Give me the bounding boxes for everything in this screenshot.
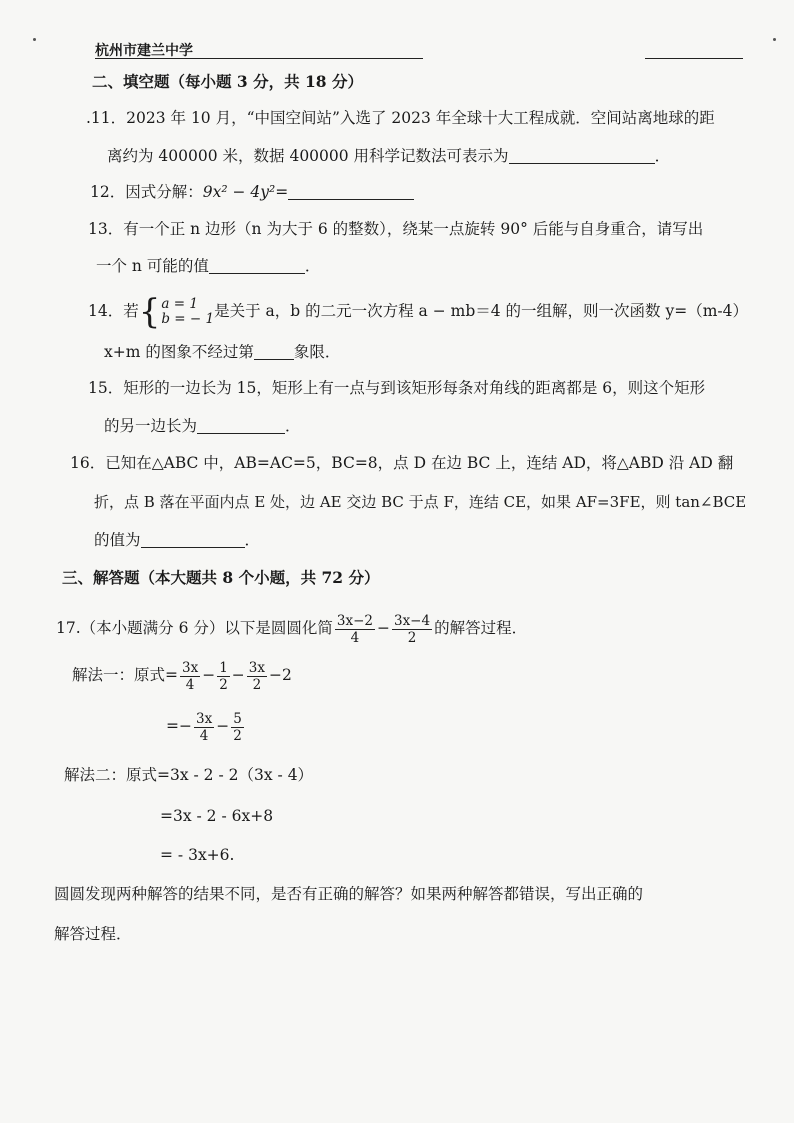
- question-14-line-2: [104, 342, 340, 362]
- minus-sign: −: [376, 619, 390, 637]
- fraction-denominator: 2: [233, 727, 242, 744]
- question-17-outro-line-2: 解答过程．: [54, 925, 132, 943]
- answer-blank-11[interactable]: [509, 147, 655, 164]
- question-11-end: ．: [654, 147, 671, 165]
- question-16-line-3: [94, 530, 260, 550]
- method-1-tail: −2: [269, 666, 292, 684]
- minus-sign: −: [231, 666, 245, 684]
- question-12-expression: 9x² − 4y²=: [202, 183, 289, 201]
- header-rule-left: [95, 58, 423, 59]
- scan-speck: [33, 38, 36, 41]
- fraction: [194, 711, 214, 744]
- method-2-line-2: =3x - 2 - 6x+8: [160, 807, 274, 825]
- fraction-denominator: 4: [185, 676, 195, 693]
- question-15-line-2: [104, 416, 301, 436]
- section-title-solutions: 三、解答题（本大题共 8 个小题，共 72 分）: [62, 568, 380, 587]
- fraction-denominator: 2: [252, 676, 262, 693]
- question-17-intro-end: 的解答过程．: [434, 619, 528, 637]
- system-row-b: b = − 1: [161, 311, 215, 327]
- answer-blank-13[interactable]: [209, 257, 305, 274]
- question-14-line-2-end: 象限．: [293, 343, 341, 361]
- question-14-line-2-start: x+m 的图象不经过第: [104, 343, 254, 361]
- fraction: [335, 613, 375, 646]
- method-1-line-2-prefix: =−: [166, 717, 192, 735]
- question-15-line-1: 15．矩形的一边长为 15，矩形上有一点与到该矩形每条对角线的距离都是 6，则这个矩形: [88, 379, 706, 397]
- question-15-text: 的另一边长为: [104, 417, 198, 435]
- fraction-numerator: 3x: [248, 659, 265, 676]
- answer-blank-15[interactable]: [197, 417, 285, 434]
- question-14-line-1: [88, 292, 749, 332]
- question-17-intro: [56, 610, 527, 646]
- question-16-line-2: 折，点 B 落在平面内点 E 处，边 AE 交边 BC 于点 F，连结 CE，如果 AF=3FE，则 tan∠BCE: [94, 493, 747, 511]
- system-row-a: a = 1: [161, 296, 198, 312]
- answer-blank-12[interactable]: [288, 183, 414, 200]
- question-12-prefix: 12．因式分解：: [90, 183, 203, 201]
- question-11-text: 离约为 400000 米，数据 400000 用科学记数法可表示为: [107, 147, 509, 165]
- fraction-numerator: 5: [233, 710, 242, 727]
- question-14-text: 是关于 a，b 的二元一次方程 a − mb＝4 的一组解，则一次函数 y=（m-4）: [214, 302, 749, 320]
- method-1-line-2: [166, 708, 246, 744]
- equation-system: [138, 292, 215, 332]
- fraction: [247, 660, 267, 693]
- method-1-line-1: [72, 657, 292, 693]
- question-11-line-2: [107, 146, 670, 166]
- fraction: [231, 711, 244, 744]
- fraction: [180, 660, 200, 693]
- fraction-denominator: 2: [407, 629, 417, 646]
- question-11-line-1: .11．2023 年 10 月，“中国空间站”入选了 2023 年全球十大工程成就．空间站离地球的距: [86, 109, 715, 127]
- header-rule-right: [645, 58, 743, 59]
- question-15-end: ．: [285, 417, 301, 435]
- school-name: 杭州市建兰中学: [95, 43, 193, 59]
- fraction-numerator: 3x−2: [336, 612, 373, 629]
- method-1-label: 解法一：原式=: [72, 666, 178, 684]
- fraction-denominator: 4: [350, 629, 360, 646]
- question-13-end: ．: [304, 257, 321, 275]
- fraction: [392, 613, 432, 646]
- brace-glyph: {: [138, 292, 161, 332]
- question-16-line-1: 16．已知在△ABC 中，AB=AC=5，BC=8，点 D 在边 BC 上，连结 AD，将△ABD 沿 AD 翻: [70, 454, 734, 472]
- fraction-denominator: 2: [219, 676, 228, 693]
- question-17-outro-line-1: 圆圆发现两种解答的结果不同，是否有正确的解答？如果两种解答都错误，写出正确的: [54, 885, 644, 903]
- fraction-numerator: 3x: [182, 659, 199, 676]
- minus-sign: −: [216, 717, 230, 735]
- question-16-end: ．: [244, 531, 261, 549]
- fraction-numerator: 3x−4: [393, 612, 431, 629]
- question-17-text: 17.（本小题满分 6 分）以下是圆圆化简: [56, 619, 333, 637]
- question-14-number: 14．若: [88, 302, 139, 320]
- scan-speck: [773, 38, 776, 41]
- question-12: [90, 182, 414, 202]
- fraction-numerator: 1: [219, 659, 228, 676]
- question-16-text: 的值为: [94, 531, 141, 549]
- question-13-line-2: [96, 256, 320, 276]
- answer-blank-16[interactable]: [141, 531, 245, 548]
- method-2-line-1: 解法二：原式=3x - 2 - 2（3x - 4）: [64, 766, 314, 784]
- fraction-numerator: 3x: [195, 710, 213, 727]
- system-rows: [161, 297, 214, 327]
- question-13-text: 一个 n 可能的值: [96, 257, 209, 275]
- minus-sign: −: [202, 666, 216, 684]
- answer-blank-14[interactable]: [254, 343, 294, 360]
- question-13-line-1: 13．有一个正 n 边形（n 为大于 6 的整数），绕某一点旋转 90° 后能与自身重合，请写出: [88, 220, 704, 238]
- section-title-fill-in: 二、填空题（每小题 3 分，共 18 分）: [92, 72, 363, 91]
- fraction-denominator: 4: [199, 727, 209, 744]
- fraction: [217, 660, 230, 693]
- method-2-line-3: = - 3x+6.: [160, 846, 235, 864]
